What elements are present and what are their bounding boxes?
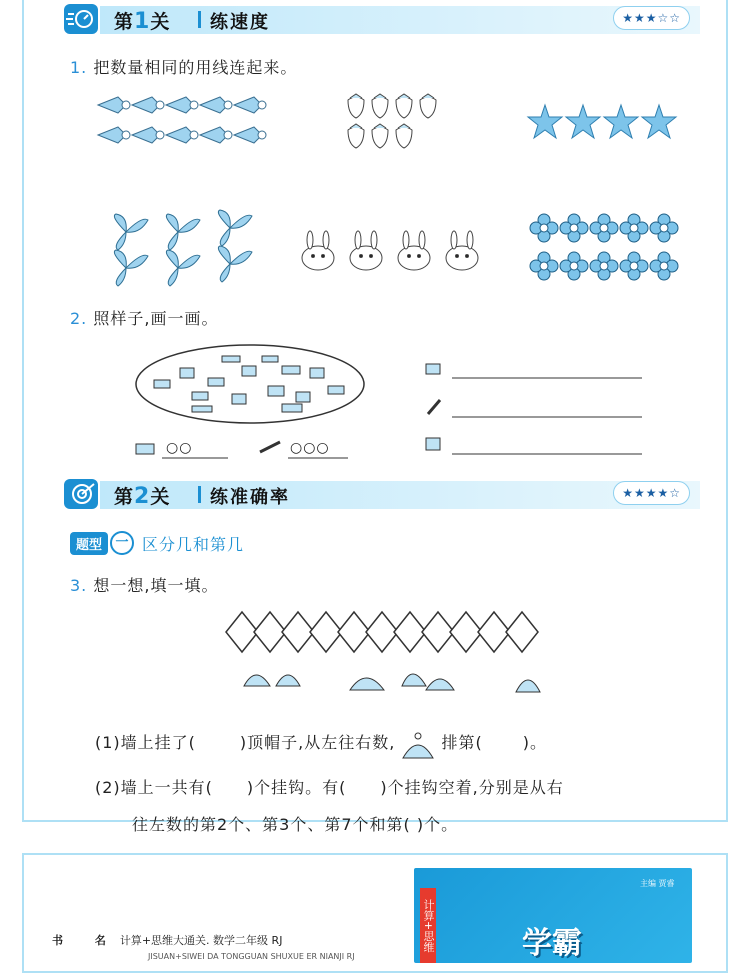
hat-icon [401,732,435,756]
book-pinyin: JISUAN+SIWEI DA TONGGUAN SHUXUE ER NIANJI RJ [148,952,355,961]
section-banner [100,481,700,509]
rabbit-group [298,232,488,272]
difficulty-stars: ★★★☆☆ [613,6,690,30]
section-banner [100,6,700,34]
section-title: 第1关 [114,9,171,34]
star-group [528,104,678,140]
section-header-2 [42,477,708,511]
question-type-index: 一 [110,531,134,555]
strawberry-group [344,92,438,150]
example-circles-2: ○○ [166,440,193,456]
question-3: 3. 想一想,填一填。 [70,576,219,595]
speed-icon [64,4,98,34]
cover-brand: 学霸 [522,926,582,961]
section-title: 第2关 [114,484,171,509]
flower-group [530,214,682,284]
q3-line-2: (2)墙上一共有( )个挂钩。有( )个挂钩空着,分别是从右 [95,778,564,797]
question-2: 2. 照样子,画一画。 [70,309,219,328]
section-header-1 [42,2,708,36]
q3-line-3: 往左数的第2个、第3个、第7个和第( )个。 [132,815,459,834]
section-subtitle: 练速度 [210,12,270,33]
cover-editor: 主编 贾睿 [640,879,675,888]
shuttlecock-group [96,95,272,150]
hat-rack-illustration [226,606,550,710]
book-cover-image [414,868,692,963]
q3-line-1: (1)墙上挂了( )顶帽子,从左往右数, 排第( )。 [95,730,547,756]
section-subtitle: 练准确率 [210,487,290,508]
stationery-ellipse [132,342,368,426]
difficulty-stars: ★★★★☆ [613,481,690,505]
butterfly-group [108,212,254,288]
target-icon [64,479,98,509]
drawing-lines [424,360,646,460]
title-divider [198,11,201,28]
book-title-row: 书 名计算+思维大通关. 数学二年级 RJ [52,934,283,947]
example-circles-3: ○○○ [290,440,330,456]
question-type-badge: 题型 [70,532,108,555]
title-divider [198,486,201,503]
question-type [70,531,244,553]
question-type-text: 区分几和第几 [142,534,245,554]
cover-side-label: 计算+思维 [420,888,436,963]
question-1: 1. 把数量相同的用线连起来。 [70,58,298,77]
